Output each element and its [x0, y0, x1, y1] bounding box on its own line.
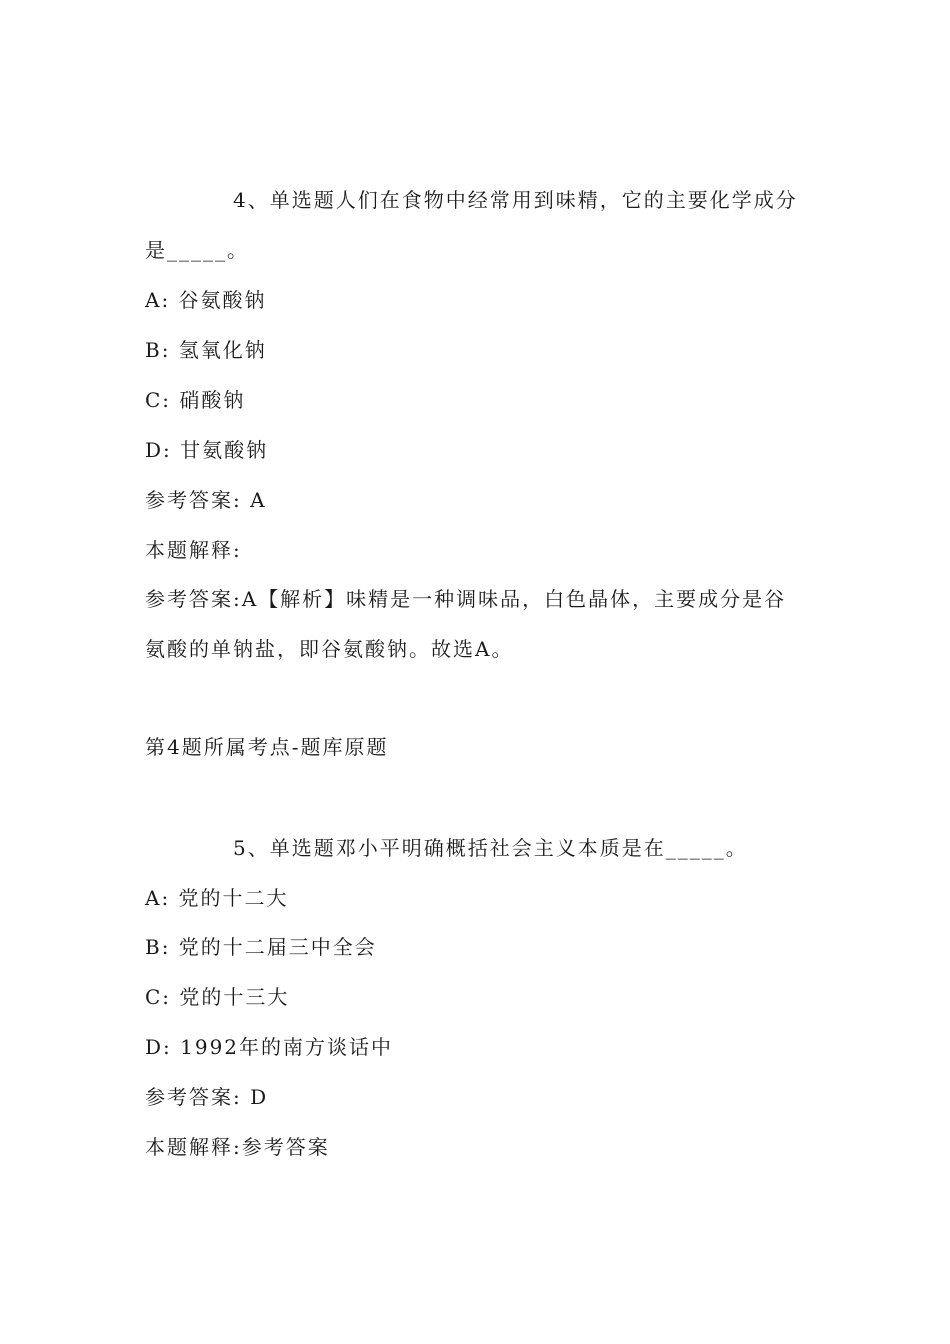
q4-topic: 第4题所属考点-题库原题: [145, 735, 389, 759]
q4-explanation-line-2: 氨酸的单钠盐，即谷氨酸钠。故选A。: [145, 637, 514, 661]
q4-answer: 参考答案: A: [145, 488, 267, 512]
q5-stem-line-1: 5、单选题邓小平明确概括社会主义本质是在_____。: [233, 836, 748, 860]
q4-explanation-line-1: 参考答案:A【解析】味精是一种调味品，白色晶体，主要成分是谷: [145, 587, 787, 611]
q5-option-b: B: 党的十二届三中全会: [145, 935, 377, 959]
q5-option-c: C: 党的十三大: [145, 985, 290, 1009]
q4-explanation-heading: 本题解释:: [145, 538, 242, 562]
q5-option-a: A: 党的十二大: [145, 886, 289, 910]
q4-option-d: D: 甘氨酸钠: [145, 438, 269, 462]
q4-stem-line-1: 4、单选题人们在食物中经常用到味精，它的主要化学成分: [233, 188, 798, 212]
q4-option-c: C: 硝酸钠: [145, 388, 246, 412]
q5-answer: 参考答案: D: [145, 1085, 269, 1109]
q4-stem-line-2: 是_____。: [145, 238, 249, 262]
q5-explanation: 本题解释:参考答案: [145, 1135, 330, 1159]
q4-option-b: B: 氢氧化钠: [145, 338, 267, 362]
q5-option-d: D: 1992年的南方谈话中: [145, 1035, 394, 1059]
q4-option-a: A: 谷氨酸钠: [145, 288, 267, 312]
